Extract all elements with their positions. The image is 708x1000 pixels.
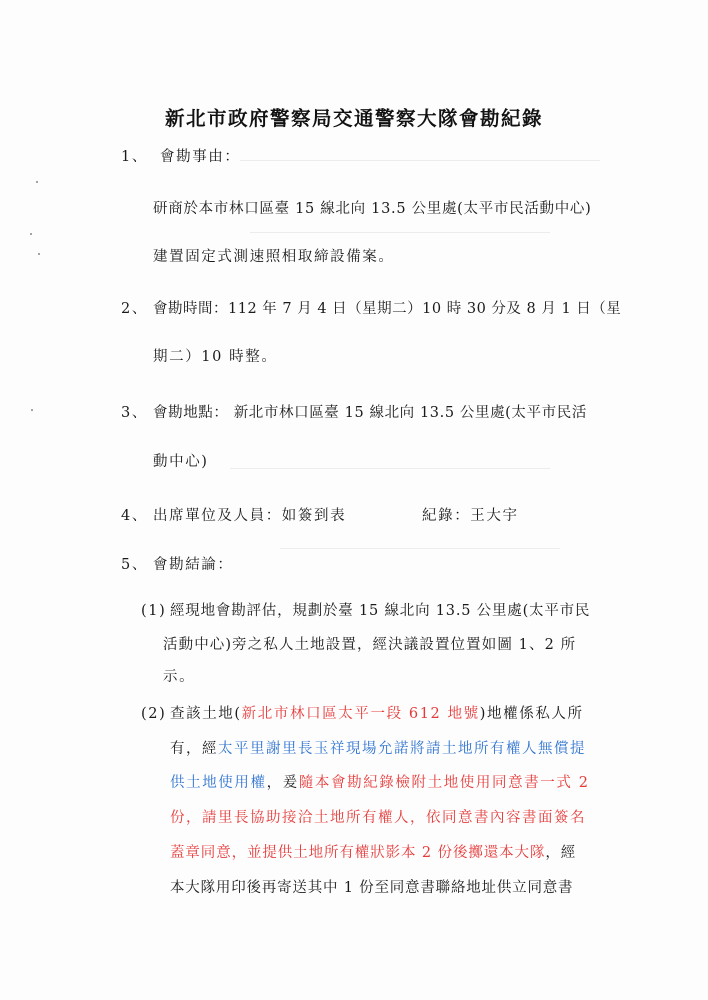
item-3-number: 3、	[121, 405, 148, 421]
sub-item-2-line-3	[170, 773, 590, 793]
item-2-line-1: 會勘時間：112 年 7 月 4 日（星期二）10 時 30 分及 8 月 1 日（星	[153, 301, 622, 317]
village-chief-promise-text: 太平里謝里長玉祥現場允諾將請土地所有權人無償提	[218, 741, 586, 757]
text-segment: ，經	[545, 845, 577, 861]
sub-item-1-line-2: 活動中心)旁之私人土地設置，經決議設置位置如圖 1、2 所	[163, 637, 577, 653]
sub-item-2-line-6: 本大隊用印後再寄送其中 1 份至同意書聯絡地址供立同意書	[170, 880, 574, 896]
bleed-through-line	[250, 232, 550, 233]
item-1-label: 會勘事由：	[160, 149, 241, 165]
item-4-attendees: 出席單位及人員：如簽到表	[153, 508, 347, 524]
sub-item-2-line-4: 份，請里長協助接洽土地所有權人，依同意書內容書面簽名	[170, 810, 586, 826]
stamp-consent-text: 蓋章同意，並提供土地所有權狀影本 2 份後擲還本大隊	[170, 845, 546, 861]
bleed-through-line	[280, 548, 560, 549]
consent-form-text: 隨本會勘紀錄檢附土地使用同意書一式 2	[298, 775, 590, 791]
scan-speck	[30, 233, 32, 235]
sub-item-1-number: (1)	[141, 603, 167, 619]
bleed-through-line	[240, 160, 600, 161]
item-3-line-2: 動中心)	[153, 454, 209, 470]
sub-item-2-line-5	[170, 843, 576, 863]
text-segment: ，爰	[266, 775, 299, 791]
sub-item-2-line-2	[170, 739, 586, 759]
document-title: 新北市政府警察局交通警察大隊會勘紀錄	[164, 107, 543, 130]
sub-item-2-line-1	[170, 704, 584, 724]
item-5-label: 會勘結論：	[153, 557, 234, 573]
land-parcel-text: 新北市林口區太平一段 612 地號	[241, 706, 480, 722]
item-3-line-1: 會勘地點： 新北市林口區臺 15 線北向 13.5 公里處(太平市民活	[153, 405, 587, 421]
bleed-through-line	[230, 468, 550, 469]
item-5-number: 5、	[121, 557, 148, 573]
scan-speck	[38, 253, 40, 255]
sub-item-1-line-1: 經現地會勘評估，規劃於臺 15 線北向 13.5 公里處(太平市民	[170, 603, 591, 619]
sub-item-2-number: (2)	[141, 706, 167, 722]
sub-item-1-line-3: 示。	[163, 669, 196, 685]
scan-speck	[31, 409, 33, 411]
item-4-recorder: 紀錄：王大宇	[422, 508, 519, 524]
item-1-number: 1、	[121, 149, 148, 165]
land-use-right-text: 供土地使用權	[170, 775, 267, 791]
item-4-number: 4、	[121, 508, 148, 524]
item-2-line-2: 期二）10 時整。	[153, 349, 278, 365]
text-segment: 有，經	[170, 741, 218, 757]
text-segment: )地權係私人所	[479, 706, 584, 722]
item-1-text-line-2: 建置固定式測速照相取締設備案。	[153, 249, 395, 265]
item-2-number: 2、	[121, 301, 148, 317]
scan-speck	[36, 181, 38, 183]
item-1-text-line-1: 研商於本市林口區臺 15 線北向 13.5 公里處(太平市民活動中心)	[153, 201, 592, 217]
text-segment: 查該土地(	[170, 706, 242, 722]
